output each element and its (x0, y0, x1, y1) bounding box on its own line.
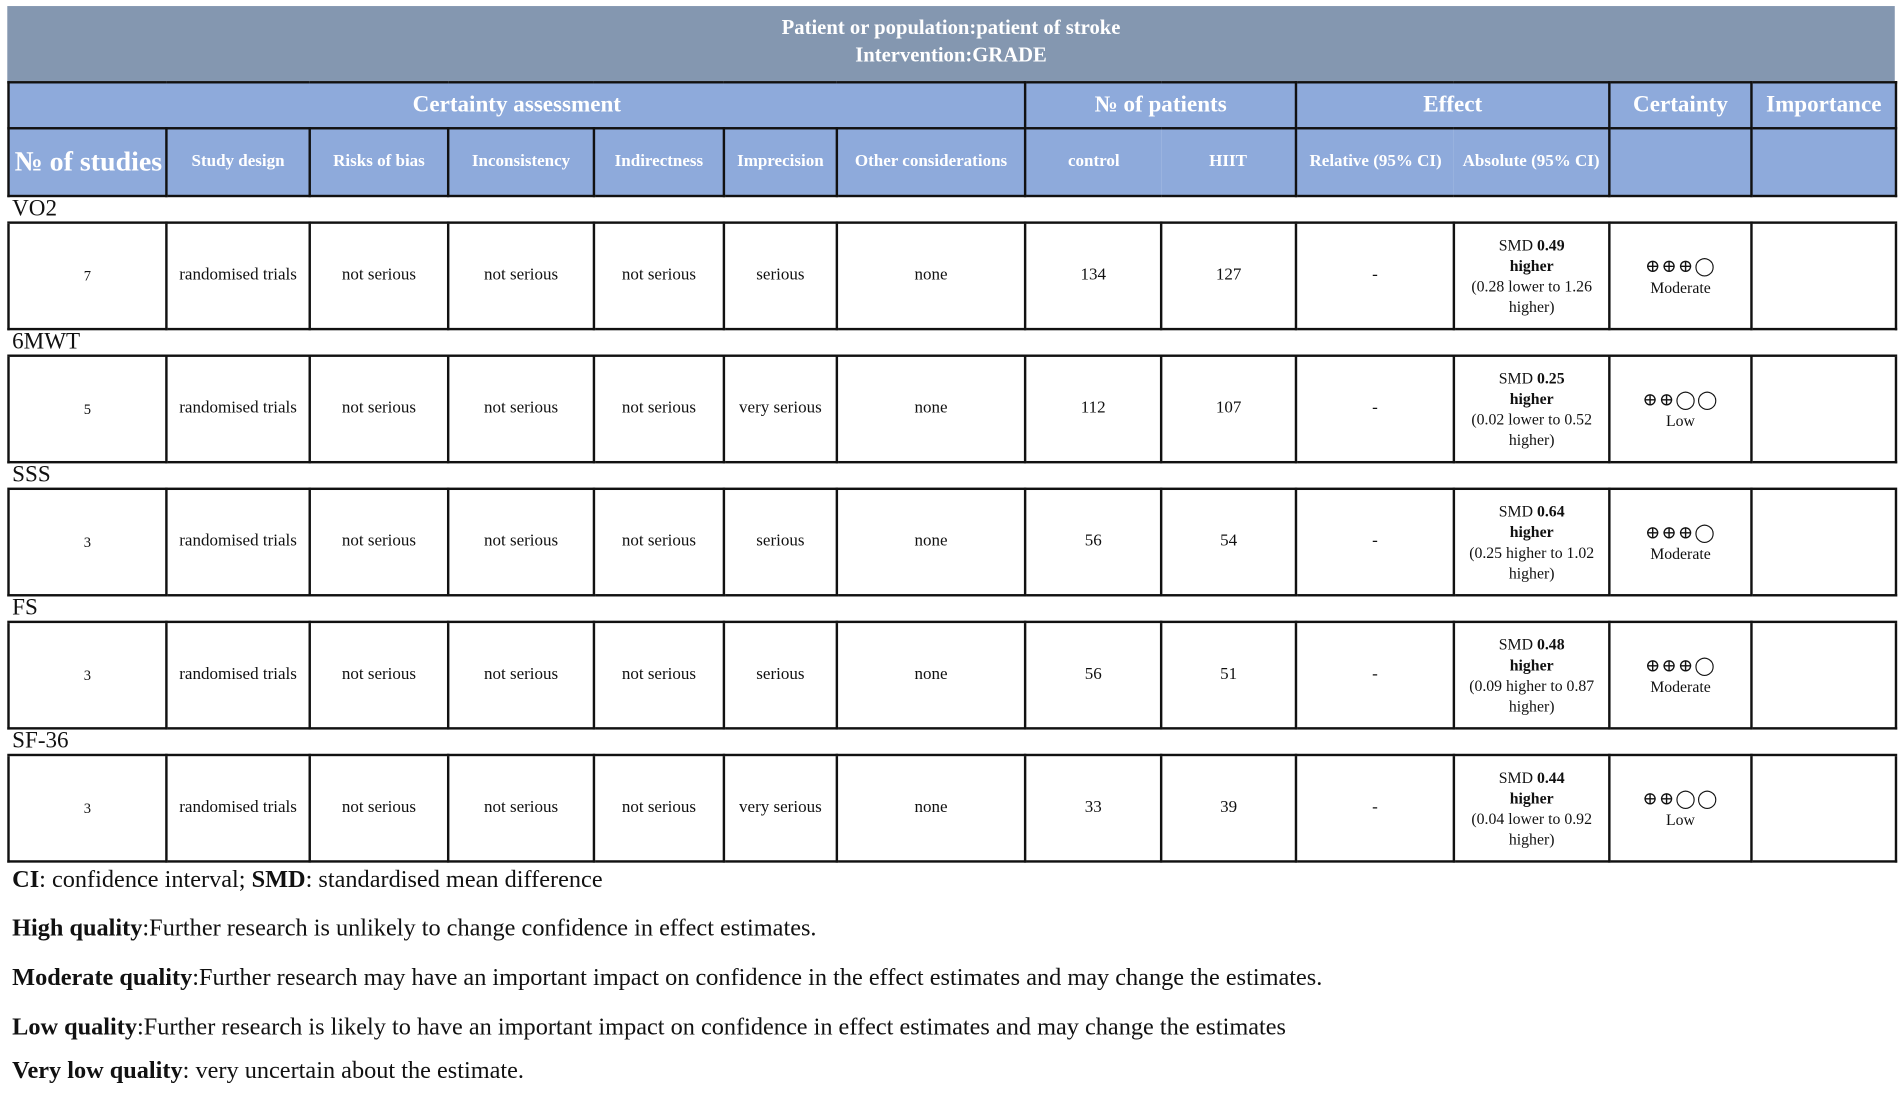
cell-study-design: randomised trials (166, 489, 309, 595)
cell-control: 112 (1025, 356, 1161, 462)
cell-certainty (1609, 489, 1751, 595)
header-other-considerations: Other considerations (837, 128, 1025, 196)
cell-hiit: 107 (1161, 356, 1296, 462)
cell-importance (1752, 223, 1897, 329)
grade-table (7, 81, 1897, 863)
cell-imprecision: serious (724, 489, 837, 595)
population-banner (7, 6, 1894, 81)
cell-num-studies: 5 (9, 356, 167, 462)
cell-risk-of-bias: not serious (310, 356, 448, 462)
outcome-label-row (9, 329, 1897, 356)
cell-num-studies: 3 (9, 622, 167, 728)
cell-inconsistency: not serious (448, 356, 594, 462)
cell-hiit: 39 (1161, 755, 1296, 861)
cell-num-studies: 7 (9, 223, 167, 329)
cell-relative: - (1296, 489, 1454, 595)
cell-certainty (1609, 755, 1751, 861)
table-row (9, 489, 1897, 595)
cell-risk-of-bias: not serious (310, 223, 448, 329)
header-effect: Effect (1296, 82, 1609, 128)
footnote-very-low-quality: Very low quality: very uncertain about the estimate. (12, 1057, 524, 1085)
cell-relative: - (1296, 356, 1454, 462)
cell-other-considerations: none (837, 755, 1025, 861)
cell-other-considerations: none (837, 489, 1025, 595)
cell-imprecision: very serious (724, 755, 837, 861)
cell-relative: - (1296, 622, 1454, 728)
cell-risk-of-bias: not serious (310, 755, 448, 861)
cell-control: 134 (1025, 223, 1161, 329)
cell-num-studies: 3 (9, 489, 167, 595)
footnote-high-quality: High quality:Further research is unlikely to change confidence in effect estimates. (12, 914, 817, 942)
certainty-symbols: ⊕⊕⊕◯ (1644, 257, 1717, 277)
cell-importance (1752, 356, 1897, 462)
cell-absolute: SMD 0.49 higher (0.28 lower to 1.26 higher) (1454, 223, 1609, 329)
cell-hiit: 51 (1161, 622, 1296, 728)
cell-hiit: 127 (1161, 223, 1296, 329)
certainty-rating: Moderate (1650, 277, 1711, 296)
cell-risk-of-bias: not serious (310, 489, 448, 595)
header-study-design: Study design (166, 128, 309, 196)
cell-imprecision: serious (724, 223, 837, 329)
footnote-low-quality: Low quality:Further research is likely to have an important impact on confidence in effect estimates and may change the estimates (12, 1013, 1286, 1041)
outcome-label-row (9, 595, 1897, 622)
header-certainty: Certainty (1609, 82, 1751, 128)
cell-study-design: randomised trials (166, 755, 309, 861)
certainty-symbols: ⊕⊕⊕◯ (1644, 523, 1717, 543)
table-row (9, 622, 1897, 728)
cell-indirectness: not serious (594, 755, 724, 861)
cell-study-design: randomised trials (166, 223, 309, 329)
cell-other-considerations: none (837, 223, 1025, 329)
table-row (9, 223, 1897, 329)
outcome-name: SSS (9, 462, 1897, 489)
outcome-label-row (9, 196, 1897, 223)
cell-importance (1752, 755, 1897, 861)
header-certainty-assessment: Certainty assessment (9, 82, 1026, 128)
cell-imprecision: serious (724, 622, 837, 728)
header-num-studies: № of studies (9, 128, 167, 196)
cell-certainty (1609, 223, 1751, 329)
cell-study-design: randomised trials (166, 356, 309, 462)
cell-control: 56 (1025, 622, 1161, 728)
outcome-name: 6MWT (9, 329, 1897, 356)
header-hiit: HIIT (1161, 128, 1296, 196)
header-imprecision: Imprecision (724, 128, 837, 196)
cell-absolute: SMD 0.44 higher (0.04 lower to 0.92 higher) (1454, 755, 1609, 861)
header-num-patients: № of patients (1025, 82, 1296, 128)
cell-other-considerations: none (837, 356, 1025, 462)
outcome-name: FS (9, 595, 1897, 622)
outcome-name: SF-36 (9, 728, 1897, 755)
cell-relative: - (1296, 223, 1454, 329)
certainty-symbols: ⊕⊕◯◯ (1642, 390, 1719, 410)
footnote-moderate-quality: Moderate quality:Further research may have an important impact on confidence in the effect estimates and may change the estimates. (12, 964, 1323, 991)
outcome-label-row (9, 462, 1897, 489)
cell-absolute: SMD 0.48 higher (0.09 higher to 0.87 higher) (1454, 622, 1609, 728)
certainty-rating: Moderate (1650, 676, 1711, 696)
header-absolute: Absolute (95% CI) (1454, 128, 1609, 196)
cell-control: 33 (1025, 755, 1161, 861)
header-control: control (1025, 128, 1161, 196)
cell-risk-of-bias: not serious (310, 622, 448, 728)
certainty-rating: Low (1665, 410, 1695, 429)
table-body (9, 196, 1897, 861)
cell-absolute: SMD 0.64 higher (0.25 higher to 1.02 higher) (1454, 489, 1609, 595)
header-certainty-blank (1609, 128, 1751, 196)
certainty-symbols: ⊕⊕⊕◯ (1644, 656, 1717, 676)
intervention-line: Intervention:GRADE (855, 43, 1047, 67)
footnote-ci-smd: CI: confidence interval; SMD: standardised mean difference (12, 866, 603, 893)
header-inconsistency: Inconsistency (448, 128, 594, 196)
header-row-groups (9, 82, 1897, 128)
cell-num-studies: 3 (9, 755, 167, 861)
cell-indirectness: not serious (594, 489, 724, 595)
cell-inconsistency: not serious (448, 622, 594, 728)
cell-control: 56 (1025, 489, 1161, 595)
cell-certainty (1609, 356, 1751, 462)
header-indirectness: Indirectness (594, 128, 724, 196)
outcome-label-row (9, 728, 1897, 755)
cell-inconsistency: not serious (448, 489, 594, 595)
header-importance: Importance (1752, 82, 1897, 128)
cell-importance (1752, 622, 1897, 728)
table-row (9, 755, 1897, 861)
cell-indirectness: not serious (594, 223, 724, 329)
cell-indirectness: not serious (594, 356, 724, 462)
cell-certainty (1609, 622, 1751, 728)
certainty-symbols: ⊕⊕◯◯ (1642, 789, 1719, 809)
header-risk-of-bias: Risks of bias (310, 128, 448, 196)
certainty-rating: Low (1665, 810, 1695, 829)
cell-importance (1752, 489, 1897, 595)
header-row-columns (9, 128, 1897, 196)
certainty-rating: Moderate (1650, 543, 1711, 562)
table-row (9, 356, 1897, 462)
cell-imprecision: very serious (724, 356, 837, 462)
cell-inconsistency: not serious (448, 223, 594, 329)
cell-relative: - (1296, 755, 1454, 861)
header-importance-blank (1752, 128, 1897, 196)
cell-inconsistency: not serious (448, 755, 594, 861)
population-line: Patient or population:patient of stroke (781, 15, 1121, 39)
header-relative: Relative (95% CI) (1296, 128, 1454, 196)
cell-other-considerations: none (837, 622, 1025, 728)
cell-study-design: randomised trials (166, 622, 309, 728)
cell-indirectness: not serious (594, 622, 724, 728)
cell-absolute: SMD 0.25 higher (0.02 lower to 0.52 higher) (1454, 356, 1609, 462)
outcome-name: VO2 (9, 196, 1897, 223)
cell-hiit: 54 (1161, 489, 1296, 595)
